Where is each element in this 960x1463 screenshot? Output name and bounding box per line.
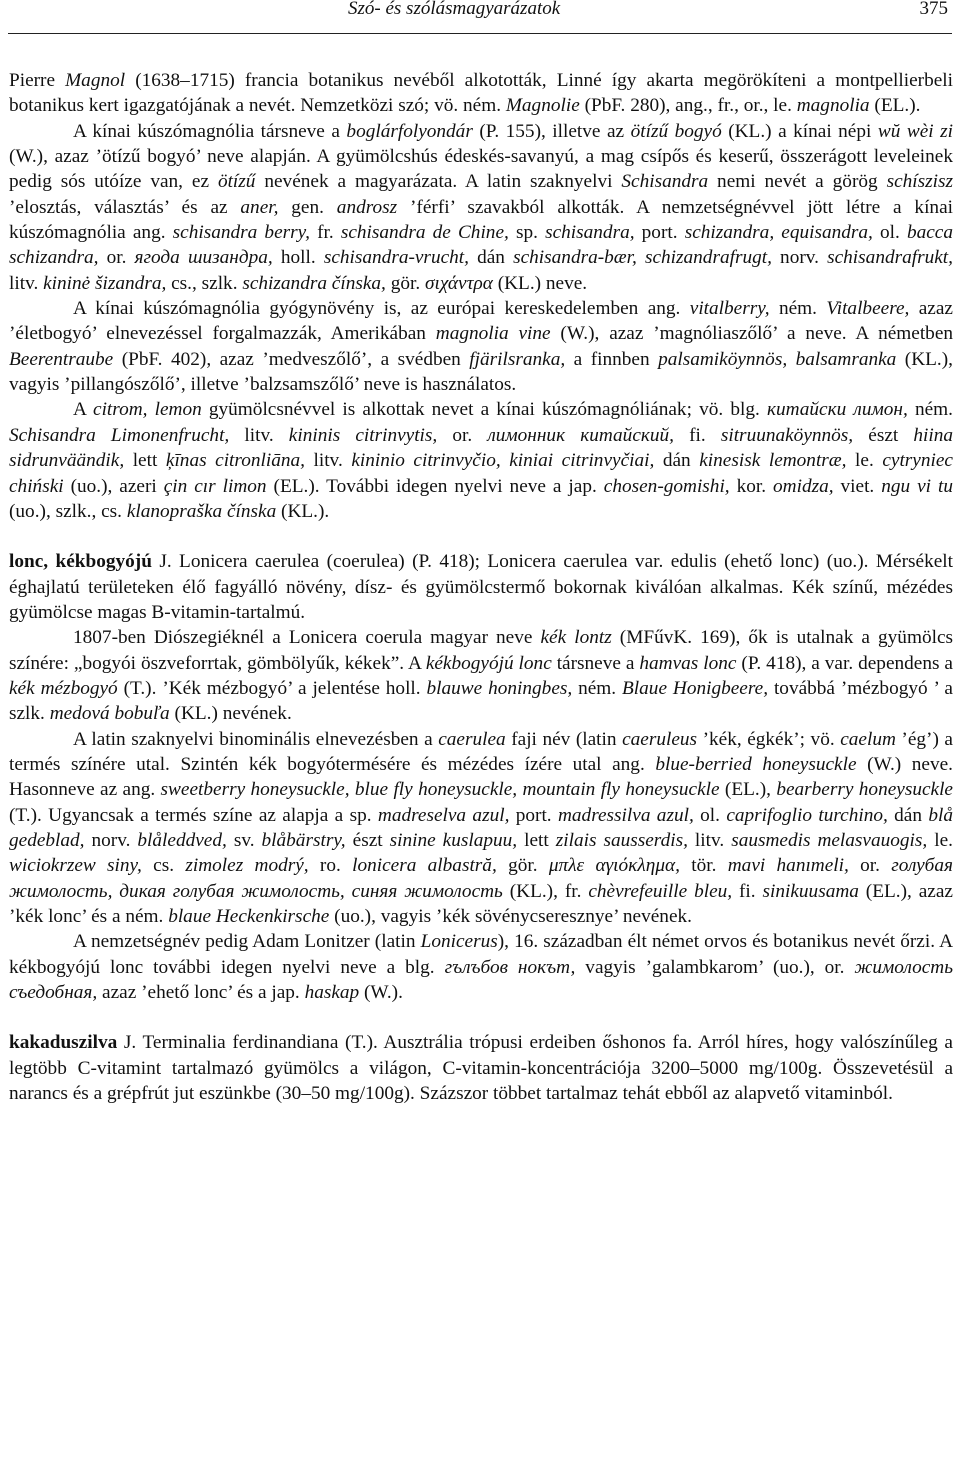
- text-run: dán: [654, 450, 700, 472]
- italic-term: kék mézbogyó: [9, 677, 118, 699]
- text-run: A latin szaknyelvi binominális elnevezésben a: [73, 728, 439, 750]
- text-run: ném.: [907, 399, 953, 421]
- italic-term: lonicera albastră,: [352, 855, 497, 877]
- italic-term: blå gedeblad,: [9, 804, 953, 851]
- text-run: litv.: [304, 450, 352, 472]
- text-run: (uo.), szlk., cs.: [9, 500, 127, 522]
- text-run: sv.: [226, 829, 262, 851]
- italic-term: schisandrafrukt,: [827, 247, 953, 269]
- text-run: azaz ’ehető lonc’ és a jap.: [97, 982, 305, 1004]
- text-run: (KL.) neve.: [492, 272, 588, 294]
- italic-term: blåbärstry,: [261, 829, 346, 851]
- italic-term: androsz: [336, 196, 398, 218]
- italic-term: σιχάντρα: [424, 272, 493, 294]
- text-run: (P. 418), a var. dependens a: [736, 652, 953, 674]
- text-run: dán: [468, 247, 514, 269]
- text-run: lett: [124, 450, 166, 472]
- paragraph-lonc-4: [9, 929, 953, 1005]
- italic-term: hiina sidrunväändik,: [9, 424, 953, 472]
- italic-term: klanopraška čínska: [126, 500, 277, 522]
- text-run: norv.: [84, 829, 138, 851]
- text-run: ), 16. században élt német orvos és botanikus nevét őrzi. A kékbogyójú lonc további idegen nyelvi neve a blg.: [9, 931, 953, 978]
- text-run: Pierre: [9, 70, 66, 91]
- italic-term: schisandra de Chine,: [340, 222, 509, 244]
- italic-term: schizandra, equisandra,: [684, 222, 873, 244]
- italic-term: palsamiköynnös, balsamranka: [658, 348, 897, 370]
- text-run: nemi nevét a görög: [708, 171, 887, 193]
- text-run: or.: [437, 424, 488, 446]
- text-run: J. Terminalia ferdinandiana (T.). Ausztrália trópusi erdeiben őshonos fa. Arról híres, hogy valószínűleg a legtöbb C-vitamint tartalmazó gyümölcs a világon, C-vitamin-koncentrációja 3200–5000 mg/100g. Összevetésül a narancs és a grépfrút jut eszünkbe (30–50 mg/100g). Százszor többet tartalmaz tehát ebből az alapvető vitaminból.: [9, 1032, 953, 1105]
- text-run: (W.), azaz ’ötízű bogyó’ neve alapján. A gyümölcshús édeskés-savanyú, a mag csípős és keserű, összerágott leveleinek pedig sós utóíze van, ez: [9, 146, 953, 193]
- italic-term: omidza,: [773, 475, 834, 497]
- text-run: tör.: [679, 855, 728, 877]
- text-run: gör.: [496, 855, 549, 877]
- text-run: ol.: [693, 804, 727, 826]
- text-run: norv.: [771, 247, 828, 269]
- text-run: cs., szlk.: [166, 272, 243, 294]
- text-run: (PbF. 402), azaz ’medveszőlő’, a svédben: [113, 348, 470, 370]
- text-run: (T.). ’Kék mézbogyó’ a jelentése holl.: [117, 677, 427, 699]
- paragraph-gap: [9, 524, 953, 549]
- italic-term: caprifoglio turchino,: [726, 804, 888, 826]
- italic-term: ягода шизандра,: [134, 247, 273, 269]
- text-run: fi.: [732, 880, 763, 902]
- text-run: (uo.), azeri: [63, 475, 164, 497]
- italic-term: Lonicerus: [420, 931, 498, 953]
- italic-term: wŭ wèi zi: [877, 120, 953, 142]
- italic-term: haskap: [304, 982, 360, 1004]
- italic-term: Beerentraube: [9, 348, 114, 370]
- italic-term: hamvas lonc: [639, 652, 737, 674]
- text-run: J. Lonicera caerulea (coerulea) (P. 418); Lonicera caerulea var. edulis (ehető lonc) (uo.). Mérsékelt éghajlatú területeken élő fagyálló növény, dísz- és gyümölcstermő bokornak kiválóan alkalmas. Kék színű, mézédes gyümölcse magas B-vitamin-tartalmú.: [9, 551, 953, 623]
- text-run: továbbá ’mézbogyó ’ a szlk.: [9, 677, 953, 725]
- text-run: cs.: [141, 855, 186, 877]
- italic-term: aner,: [240, 196, 279, 218]
- text-run: (KL.) a kínai népi: [721, 120, 878, 142]
- italic-term: blauwe honingbes,: [426, 677, 573, 699]
- text-run: le.: [846, 450, 883, 472]
- paragraph-lonc-2: [9, 625, 953, 726]
- italic-term: sitruunaköynnös,: [720, 424, 854, 446]
- italic-term: schisandra-vrucht,: [323, 247, 469, 269]
- text-run: lett: [517, 829, 556, 851]
- italic-term: kék lontz: [540, 627, 612, 649]
- text-run: (PbF. 280), ang., fr., or., le.: [579, 95, 797, 117]
- italic-term: bearberry honeysuckle: [776, 779, 953, 801]
- text-run: (uo.), vagyis ’kék sövénycseresznye’ nevének.: [329, 906, 692, 927]
- italic-term: μπλε αγιόκλημα,: [548, 855, 680, 877]
- text-run: ném.: [769, 298, 827, 320]
- text-run: (EL.).: [869, 95, 921, 117]
- paragraph-lonc-1: [9, 549, 953, 625]
- body-text: [9, 68, 953, 1106]
- italic-term: Schisandra Limonenfrucht,: [9, 424, 230, 446]
- italic-term: лимонник китайский,: [487, 424, 674, 446]
- text-run: észt: [853, 424, 914, 446]
- text-run: gör.: [385, 272, 425, 294]
- text-run: sp.: [508, 222, 546, 244]
- text-run: ’kék, égkék’; vö.: [697, 728, 841, 750]
- italic-term: çin cır limon: [163, 475, 267, 497]
- text-run: A kínai kúszómagnólia társneve a: [73, 120, 347, 142]
- text-run: ’elosztás, választás’ és az: [9, 196, 241, 218]
- italic-term: kékbogyójú lonc: [425, 652, 552, 674]
- text-run: vagyis ’galambkarom’ (uo.), or.: [575, 956, 855, 978]
- text-run: faji név (latin: [505, 728, 623, 750]
- text-run: a finnben: [565, 348, 659, 370]
- italic-term: magnolia: [796, 95, 870, 117]
- italic-term: fjärilsranka,: [469, 348, 566, 370]
- italic-term: Magnolie: [505, 95, 580, 117]
- text-run: ’férfi’ szavakból alkották. A nemzetségnévvel jött létre a kínai kúszómagnólia ang.: [9, 196, 953, 244]
- italic-term: medová bobuľa: [49, 703, 170, 725]
- italic-term: гълъбов нокът,: [444, 956, 576, 978]
- italic-term: caeruleus: [622, 728, 698, 750]
- text-run: (W.), azaz ’magnóliaszőlő’ a neve. A németben: [550, 323, 954, 345]
- italic-term: caerulea: [438, 728, 506, 750]
- text-run: dán: [887, 804, 929, 826]
- paragraph-magnolia-1: [9, 68, 953, 119]
- italic-term: madreselva azul,: [377, 804, 510, 826]
- paragraph-gap: [9, 1005, 953, 1030]
- italic-term: sweetberry honeysuckle, blue fly honeysuckle, mountain fly honeysuckle: [160, 779, 720, 801]
- italic-term: sausmedis melasvauogis,: [731, 829, 928, 851]
- italic-term: kininė šizandra,: [43, 272, 167, 294]
- italic-term: citrom, lemon: [93, 399, 202, 421]
- text-run: or.: [848, 855, 892, 877]
- italic-term: wiciokrzew siny,: [9, 855, 142, 877]
- text-run: litv.: [687, 829, 732, 851]
- italic-term: caelum: [840, 728, 896, 750]
- italic-term: chosen-gomishi,: [603, 475, 730, 497]
- paragraph-magnolia-4: [9, 397, 953, 524]
- italic-term: ötízű: [217, 171, 256, 193]
- italic-term: голубая жимолость, дикая голубая жимолость, синяя жимолость: [9, 855, 953, 902]
- text-run: azaz ’életbogyó’ elnevezéssel forgalmazzák, Amerikában: [9, 298, 953, 345]
- italic-term: китайски лимон,: [766, 399, 908, 421]
- italic-term: schisandra-bær, schizandrafrugt,: [513, 247, 772, 269]
- italic-term: zimolez modrý,: [185, 855, 309, 877]
- italic-term: Vitalbeere,: [826, 298, 910, 320]
- text-run: gen.: [278, 196, 337, 218]
- text-run: (KL.), vagyis ’pillangószőlő’, illetve ’balzsamszőlő’ neve is használatos.: [9, 348, 953, 396]
- text-run: litv.: [229, 424, 289, 446]
- text-run: (KL.), fr.: [502, 880, 589, 902]
- running-header: [8, 0, 952, 34]
- italic-term: mavi hanımeli,: [727, 855, 849, 877]
- text-run: ném.: [572, 677, 623, 699]
- italic-term: magnolia vine: [435, 323, 551, 345]
- italic-term: kininis citrinvytis,: [288, 424, 438, 446]
- paragraph-kakadu-1: [9, 1030, 953, 1106]
- text-run: (W.) neve. Hasonneve az ang.: [9, 753, 953, 801]
- text-run: nevének a magyarázata. A latin szaknyelvi: [255, 171, 622, 193]
- italic-term: ķīnas citronliāna,: [165, 450, 305, 472]
- italic-term: blue-berried honeysuckle: [655, 753, 857, 775]
- text-run: kor.: [729, 475, 774, 497]
- italic-term: sinikuusama: [762, 880, 859, 902]
- text-run: észt: [345, 829, 390, 851]
- italic-term: blaue Heckenkirsche: [168, 906, 330, 927]
- text-run: le.: [927, 829, 953, 851]
- text-run: (P. 155), illetve az: [472, 120, 631, 142]
- text-run: 1807-ben Diószegiéknél a Lonicera coerula magyar neve: [73, 627, 541, 649]
- text-run: gyümölcsnévvel is alkottak nevet a kínai kúszómagnóliának; vö. blg.: [201, 399, 767, 421]
- italic-term: schizandra čínska,: [242, 272, 386, 294]
- italic-term: schisandra,: [545, 222, 635, 244]
- italic-term: cytryniec chiński: [9, 450, 953, 497]
- text-run: (MFűvK. 169), ők is utalnak a gyümölcs színére: „bogyói öszveforrtak, gömbölyűk, kékek”. A: [9, 627, 954, 674]
- text-run: társneve a: [551, 652, 640, 674]
- text-run: (W.).: [359, 982, 403, 1004]
- entry-headword: lonc, kékbogyójú: [9, 551, 152, 573]
- text-run: ro.: [308, 855, 353, 877]
- text-run: port.: [634, 222, 685, 244]
- italic-term: vitalberry,: [689, 298, 770, 320]
- italic-term: Magnol: [65, 70, 126, 91]
- entry-headword: kakaduszilva: [9, 1032, 118, 1054]
- page-number: 375: [919, 0, 948, 19]
- italic-term: Schisandra: [621, 171, 709, 193]
- italic-term: kininio citrinvyčio, kiniai citrinvyčiai,: [351, 450, 655, 472]
- italic-term: boglárfolyondár: [346, 120, 473, 142]
- text-run: fr.: [309, 222, 341, 244]
- text-run: or.: [98, 247, 135, 269]
- italic-term: bacca schizandra,: [9, 222, 953, 269]
- text-run: A: [73, 399, 94, 421]
- text-run: (T.). Ugyancsak a termés színe az alapja a sp.: [9, 804, 378, 826]
- text-run: (KL.).: [276, 500, 330, 522]
- paragraph-magnolia-3: [9, 296, 953, 397]
- italic-term: schisandra berry,: [172, 222, 310, 244]
- text-run: (KL.) nevének.: [169, 703, 292, 725]
- text-run: holl.: [272, 247, 324, 269]
- text-run: (1638–1715) francia botanikus nevéből alkotották, Linné így akarta megörökíteni a montpellierbeli botanikus kert igazgatójának a nevét. Nemzetközi szó; vö. ném.: [9, 70, 953, 117]
- text-run: (EL.). További idegen nyelvi neve a jap.: [266, 475, 604, 497]
- text-run: viet.: [833, 475, 882, 497]
- italic-term: schíszisz: [886, 171, 953, 193]
- paragraph-lonc-3: [9, 727, 953, 930]
- text-run: A nemzetségnév pedig Adam Lonitzer (latin: [73, 931, 421, 953]
- italic-term: chèvrefeuille bleu,: [588, 880, 733, 902]
- text-run: port.: [509, 804, 558, 826]
- text-run: litv.: [9, 272, 44, 294]
- paragraph-magnolia-2: [9, 119, 953, 296]
- italic-term: zilais sausserdis,: [555, 829, 688, 851]
- italic-term: ngu vi tu: [881, 475, 953, 497]
- text-run: ol.: [872, 222, 907, 244]
- text-run: fi.: [674, 424, 721, 446]
- text-run: ’ég’) a termés színére utal. Szintén kék bogyótermésére és mézédes ízére utal ang.: [9, 728, 953, 775]
- italic-term: sinine kuslapuu,: [389, 829, 518, 851]
- running-title: Szó- és szólásmagyarázatok: [348, 0, 561, 19]
- text-run: (EL.),: [719, 779, 777, 801]
- text-run: A kínai kúszómagnólia gyógynövény is, az európai kereskedelemben ang.: [73, 298, 690, 320]
- italic-term: madressilva azul,: [557, 804, 694, 826]
- italic-term: kinesisk lemontræ,: [699, 450, 847, 472]
- italic-term: blåleddved,: [137, 829, 227, 851]
- italic-term: Blaue Honigbeere,: [622, 677, 769, 699]
- italic-term: ötízű bogyó: [630, 120, 722, 142]
- italic-term: жимолость съедобная,: [9, 956, 953, 1004]
- text-run: (EL.), azaz ’kék lonc’ és a ném.: [9, 880, 953, 927]
